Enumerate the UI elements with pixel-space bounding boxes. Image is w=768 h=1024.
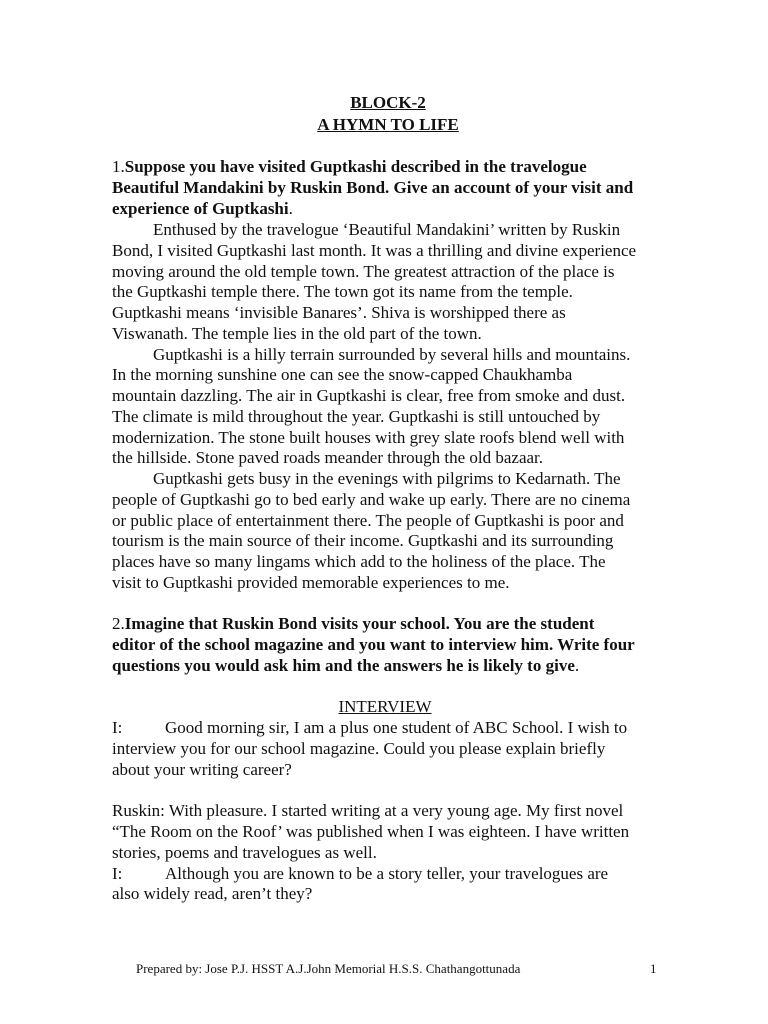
interview-text: stories, poems and travelogues as well. <box>112 843 377 862</box>
answer-line: Guptkashi is a hilly terrain surrounded by several hills and mountains. <box>153 345 631 364</box>
answer-line: Guptkashi means ‘invisible Banares’. Shiva is worshipped there as <box>112 303 566 322</box>
interview-text: Although you are known to be a story teller, your travelogues are <box>165 864 609 883</box>
q1-line-3 <box>112 199 293 219</box>
answer-line: the Guptkashi temple there. The town got its name from the temple. <box>112 282 573 301</box>
interview-text: also widely read, aren’t they? <box>112 884 313 903</box>
speaker-i: I: <box>112 864 123 883</box>
q1-line-1 <box>112 157 587 177</box>
page-number: 1 <box>650 961 657 976</box>
answer-line: places have so many lingams which add to the holiness of the place. The <box>112 552 606 571</box>
q2-line-3 <box>112 656 579 676</box>
answer-line: Guptkashi gets busy in the evenings with pilgrims to Kedarnath. The <box>153 469 621 488</box>
answer-line: Viswanath. The temple lies in the old part of the town. <box>112 324 482 343</box>
page-title: A HYMN TO LIFE <box>317 115 459 134</box>
answer-line: Enthused by the travelogue ‘Beautiful Mandakini’ written by Ruskin <box>153 220 621 239</box>
interview-text: about your writing career? <box>112 760 292 779</box>
interview-i-line <box>112 718 627 738</box>
answer-line: people of Guptkashi go to bed early and wake up early. There are no cinema <box>112 490 631 509</box>
interview-text: With pleasure. I started writing at a very young age. My first novel <box>164 801 624 820</box>
block-heading: BLOCK-2 <box>350 93 426 112</box>
speaker-ruskin: Ruskin: <box>112 801 165 820</box>
q2-question-end: . <box>574 656 580 675</box>
answer-line: the hillside. Stone paved roads meander through the old bazaar. <box>112 448 544 467</box>
answer-line: modernization. The stone built houses with grey slate roofs blend well with <box>112 428 625 447</box>
q2-line-1 <box>112 614 594 634</box>
q2-question-line: questions you would ask him and the answers he is likely to give <box>112 656 575 675</box>
q2-question-line: Imagine that Ruskin Bond visits your school. You are the student <box>124 614 595 633</box>
interview-ruskin-line <box>112 801 623 821</box>
interview-text: Good morning sir, I am a plus one student of ABC School. I wish to <box>165 718 628 737</box>
answer-line: Bond, I visited Guptkashi last month. It was a thrilling and divine experience <box>112 241 637 260</box>
interview-text: interview you for our school magazine. Could you please explain briefly <box>112 739 606 758</box>
answer-line: The climate is mild throughout the year. Guptkashi is still untouched by <box>112 407 601 426</box>
interview-heading: INTERVIEW <box>338 697 432 716</box>
q2-number: 2. <box>112 614 125 633</box>
q1-question-end: . <box>288 199 293 218</box>
q1-number: 1. <box>112 157 125 176</box>
answer-line: moving around the old temple town. The greatest attraction of the place is <box>112 262 615 281</box>
answer-line: tourism is the main source of their income. Guptkashi and its surrounding <box>112 531 614 550</box>
q1-question-line: Beautiful Mandakini by Ruskin Bond. Give an account of your visit and <box>112 178 634 197</box>
interview-text: “The Room on the Roof’ was published when I was eighteen. I have written <box>112 822 630 841</box>
answer-line: or public place of entertainment there. The people of Guptkashi is poor and <box>112 511 624 530</box>
q1-question-line: experience of Guptkashi <box>112 199 289 218</box>
interview-i-line <box>112 864 608 884</box>
answer-line: visit to Guptkashi provided memorable experiences to me. <box>112 573 510 592</box>
speaker-i: I: <box>112 718 123 737</box>
footer-prepared-by: Prepared by: Jose P.J. HSST A.J.John Memorial H.S.S. Chathangottunada <box>136 961 521 976</box>
answer-line: In the morning sunshine one can see the snow-capped Chaukhamba <box>112 365 573 384</box>
q1-question-line: Suppose you have visited Guptkashi described in the travelogue <box>124 157 587 176</box>
q2-question-line: editor of the school magazine and you want to interview him. Write four <box>112 635 635 654</box>
answer-line: mountain dazzling. The air in Guptkashi is clear, free from smoke and dust. <box>112 386 626 405</box>
